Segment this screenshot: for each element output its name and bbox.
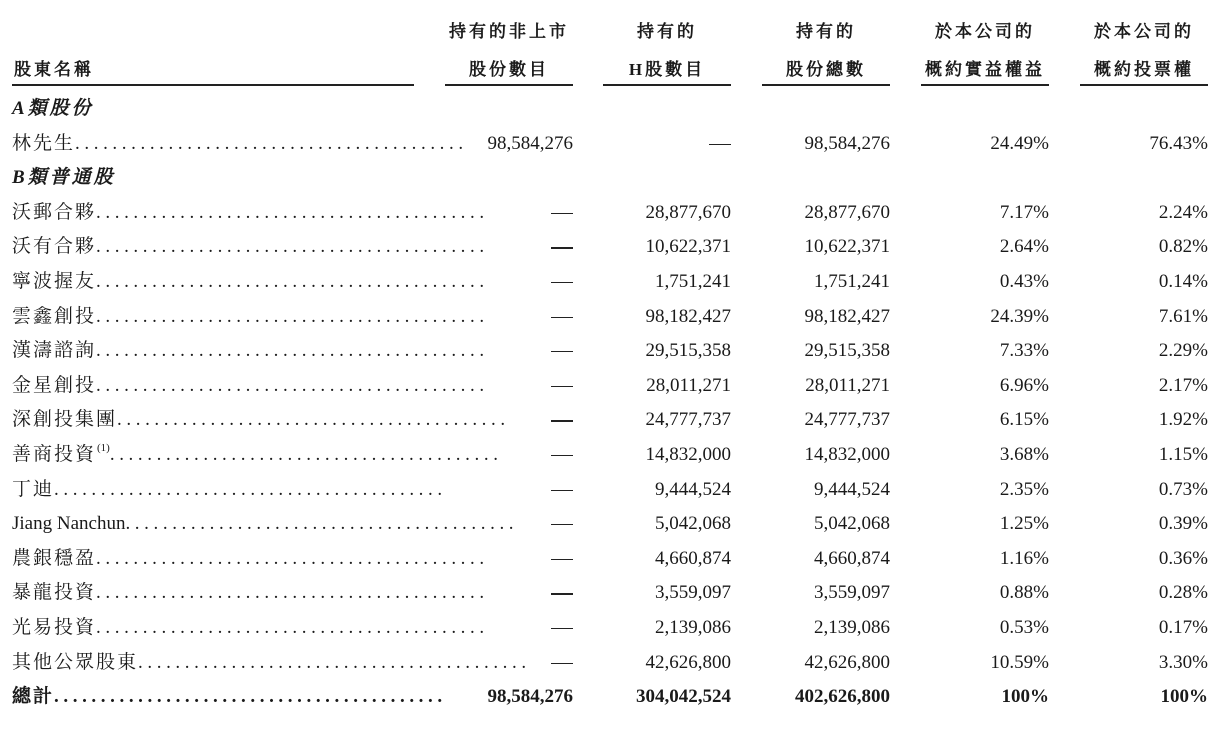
shareholder-name xyxy=(12,300,489,334)
name-text: 暴龍投資 xyxy=(12,582,97,604)
shareholder-name xyxy=(12,265,489,299)
total-shares: 14,832,000 xyxy=(804,444,890,465)
dot-leader: .......................................... xyxy=(96,617,489,638)
unlisted-shares xyxy=(445,334,573,368)
total-shares: 2,139,086 xyxy=(814,617,890,638)
table-row xyxy=(0,127,1224,161)
table-row xyxy=(0,473,1224,507)
header-rule xyxy=(1080,84,1208,86)
dash-icon xyxy=(551,386,573,387)
unlisted-shares xyxy=(445,230,573,264)
total-shares: 9,444,524 xyxy=(814,478,890,500)
voting-rights: 2.24% xyxy=(1158,201,1208,223)
h-shares: 24,777,737 xyxy=(645,409,731,431)
dot-leader: .......................................... xyxy=(96,271,489,292)
beneficial-interest: 6.96% xyxy=(999,374,1049,396)
table-row xyxy=(0,300,1224,334)
h-shares: 9,444,524 xyxy=(655,478,731,500)
dot-leader: .......................................... xyxy=(54,686,447,708)
section-label: B類普通股 xyxy=(12,167,116,189)
table-row xyxy=(0,611,1224,645)
beneficial-interest: 0.43% xyxy=(999,271,1049,292)
shareholder-name xyxy=(12,196,489,230)
table-row xyxy=(0,230,1224,264)
name-text: 其他公眾股東 xyxy=(12,651,139,673)
voting-rights: 100% xyxy=(1160,686,1208,708)
shareholder-name xyxy=(12,334,489,368)
name-text: 漢濤諮詢 xyxy=(12,340,97,362)
header-line1: 持有的 xyxy=(796,22,856,41)
dot-leader: .......................................... xyxy=(96,582,489,604)
table-row xyxy=(0,507,1224,541)
voting-rights: 0.28% xyxy=(1158,582,1208,604)
unlisted-shares xyxy=(445,576,573,610)
dash-icon xyxy=(551,317,573,318)
total-shares: 10,622,371 xyxy=(804,236,890,258)
beneficial-interest: 24.49% xyxy=(990,132,1049,154)
total-shares: 42,626,800 xyxy=(804,651,890,673)
beneficial-interest: 0.88% xyxy=(999,582,1049,604)
unlisted-shares xyxy=(445,369,573,403)
dash-icon xyxy=(551,282,573,283)
name-text: 丁迪 xyxy=(12,478,55,500)
dot-leader: .......................................... xyxy=(96,305,489,327)
unlisted-shares xyxy=(445,473,573,507)
h-shares: 4,660,874 xyxy=(655,547,731,569)
beneficial-interest: 3.68% xyxy=(999,444,1049,465)
table-row xyxy=(0,576,1224,610)
header-rule xyxy=(445,84,573,86)
section-row-a xyxy=(0,92,1224,126)
header-rule xyxy=(12,84,414,86)
header-line1: 於本公司的 xyxy=(1094,22,1194,41)
unlisted-shares xyxy=(445,611,573,645)
beneficial-interest: 2.64% xyxy=(999,236,1049,258)
dash-icon xyxy=(551,593,573,594)
header-rule xyxy=(921,84,1049,86)
unlisted-shares: 98,584,276 xyxy=(487,686,573,708)
dot-leader: .......................................... xyxy=(138,651,531,673)
unlisted-shares xyxy=(445,542,573,576)
name-text: 深創投集團 xyxy=(12,409,118,431)
dash-icon xyxy=(551,490,573,491)
shareholder-name xyxy=(12,507,519,541)
table-row xyxy=(0,196,1224,230)
table-row xyxy=(0,369,1224,403)
beneficial-interest: 0.53% xyxy=(999,617,1049,638)
total-row xyxy=(0,680,1224,714)
h-shares: 304,042,524 xyxy=(636,686,731,708)
dot-leader: .......................................... xyxy=(96,547,489,569)
dot-leader: .......................................... xyxy=(96,201,489,223)
voting-rights: 0.73% xyxy=(1158,478,1208,500)
h-shares: 5,042,068 xyxy=(655,513,731,535)
total-shares: 4,660,874 xyxy=(814,547,890,569)
total-shares: 28,011,271 xyxy=(805,374,890,396)
name-text: 沃郵合夥 xyxy=(12,201,97,223)
beneficial-interest: 100% xyxy=(1001,686,1049,708)
voting-rights: 1.15% xyxy=(1158,444,1208,465)
beneficial-interest: 7.17% xyxy=(999,201,1049,223)
shareholder-name xyxy=(12,646,531,680)
header-line2: 股份總數 xyxy=(786,60,866,79)
header-line2: 概約投票權 xyxy=(1094,60,1194,79)
unlisted-shares xyxy=(445,438,573,472)
shareholder-name xyxy=(12,369,489,403)
shareholder-name xyxy=(12,127,468,161)
beneficial-interest: 2.35% xyxy=(999,478,1049,500)
name-text: Jiang Nanchun xyxy=(12,513,126,535)
dash-icon xyxy=(551,351,573,352)
name-text: 善商投資 xyxy=(12,444,97,465)
voting-rights: 7.61% xyxy=(1158,305,1208,327)
voting-rights: 1.92% xyxy=(1158,409,1208,431)
shareholder-name xyxy=(12,680,447,714)
h-shares: 29,515,358 xyxy=(645,340,731,362)
beneficial-interest: 24.39% xyxy=(990,305,1049,327)
table-row xyxy=(0,334,1224,368)
shareholder-name xyxy=(12,576,489,610)
total-shares: 98,182,427 xyxy=(804,305,890,327)
voting-rights: 0.82% xyxy=(1158,236,1208,258)
total-shares: 3,559,097 xyxy=(814,582,890,604)
header-line2: 股份數目 xyxy=(469,60,549,79)
h-shares xyxy=(603,127,731,161)
voting-rights: 3.30% xyxy=(1158,651,1208,673)
voting-rights: 2.29% xyxy=(1158,340,1208,362)
dash-icon xyxy=(551,455,573,456)
shareholder-name xyxy=(12,230,489,264)
total-shares: 24,777,737 xyxy=(804,409,890,431)
dash-icon xyxy=(709,144,731,145)
header-line2: 概約實益權益 xyxy=(925,60,1045,79)
voting-rights: 0.17% xyxy=(1158,617,1208,638)
header-line1: 於本公司的 xyxy=(935,22,1035,41)
name-text: 光易投資 xyxy=(12,617,97,638)
voting-rights: 2.17% xyxy=(1158,374,1208,396)
shareholder-name xyxy=(12,611,489,645)
dot-leader: .......................................... xyxy=(75,132,468,154)
unlisted-shares xyxy=(445,403,573,437)
header-line1: 持有的非上市 xyxy=(449,22,569,41)
name-text: 林先生 xyxy=(12,132,76,154)
beneficial-interest: 10.59% xyxy=(990,651,1049,673)
unlisted-shares xyxy=(445,265,573,299)
dash-icon xyxy=(551,247,573,248)
shareholder-name xyxy=(12,403,510,437)
total-shares: 402,626,800 xyxy=(795,686,890,708)
name-text: 金星創投 xyxy=(12,374,97,396)
dash-icon xyxy=(551,628,573,629)
name-text: 總計 xyxy=(12,686,55,708)
total-shares: 98,584,276 xyxy=(804,132,890,154)
header-line1: 持有的 xyxy=(637,22,697,41)
unlisted-shares xyxy=(445,196,573,230)
unlisted-shares xyxy=(445,300,573,334)
dot-leader: .......................................... xyxy=(109,444,503,465)
name-text: 沃有合夥 xyxy=(12,236,97,258)
name-text: 農銀穩盈 xyxy=(12,547,97,569)
section-row-b xyxy=(0,161,1224,195)
table-row xyxy=(0,542,1224,576)
beneficial-interest: 1.25% xyxy=(999,513,1049,535)
dash-icon xyxy=(551,524,573,525)
footnote-marker: (1) xyxy=(97,442,110,454)
dot-leader: .......................................... xyxy=(54,478,447,500)
unlisted-shares: 98,584,276 xyxy=(487,132,573,154)
voting-rights: 0.36% xyxy=(1158,547,1208,569)
table-row xyxy=(0,438,1224,472)
section-label: A類股份 xyxy=(12,98,94,119)
h-shares: 10,622,371 xyxy=(645,236,731,258)
h-shares: 28,877,670 xyxy=(645,201,731,223)
beneficial-interest: 1.16% xyxy=(999,547,1049,569)
name-text: 雲鑫創投 xyxy=(12,305,97,327)
h-shares: 1,751,241 xyxy=(655,271,731,292)
voting-rights: 0.39% xyxy=(1158,513,1208,535)
table-row xyxy=(0,646,1224,680)
name-text: 寧波握友 xyxy=(12,271,97,292)
header-rule xyxy=(762,84,890,86)
dot-leader: .......................................... xyxy=(117,409,510,431)
dot-leader: .......................................... xyxy=(96,236,489,258)
total-shares: 5,042,068 xyxy=(814,513,890,535)
h-shares: 28,011,271 xyxy=(646,374,731,396)
header-label: 股東名稱 xyxy=(14,60,94,79)
header-line2: H股數目 xyxy=(628,60,706,79)
h-shares: 2,139,086 xyxy=(655,617,731,638)
shareholder-name xyxy=(12,542,489,576)
dot-leader: .......................................... xyxy=(125,513,519,535)
h-shares: 98,182,427 xyxy=(645,305,731,327)
header-rule xyxy=(603,84,731,86)
h-shares: 3,559,097 xyxy=(655,582,731,604)
h-shares: 14,832,000 xyxy=(645,444,731,465)
table-row xyxy=(0,403,1224,437)
unlisted-shares xyxy=(445,646,573,680)
dash-icon xyxy=(551,663,573,664)
shareholder-name xyxy=(12,473,447,507)
beneficial-interest: 6.15% xyxy=(999,409,1049,431)
h-shares: 42,626,800 xyxy=(645,651,731,673)
unlisted-shares xyxy=(445,507,573,541)
voting-rights: 0.14% xyxy=(1158,271,1208,292)
table-row xyxy=(0,265,1224,299)
dot-leader: .......................................... xyxy=(96,374,489,396)
shareholder-name xyxy=(12,438,503,472)
dot-leader: .......................................... xyxy=(96,340,489,362)
total-shares: 29,515,358 xyxy=(804,340,890,362)
dash-icon xyxy=(551,420,573,421)
dash-icon xyxy=(551,213,573,214)
total-shares: 28,877,670 xyxy=(804,201,890,223)
total-shares: 1,751,241 xyxy=(814,271,890,292)
dash-icon xyxy=(551,559,573,560)
beneficial-interest: 7.33% xyxy=(999,340,1049,362)
voting-rights: 76.43% xyxy=(1149,132,1208,154)
